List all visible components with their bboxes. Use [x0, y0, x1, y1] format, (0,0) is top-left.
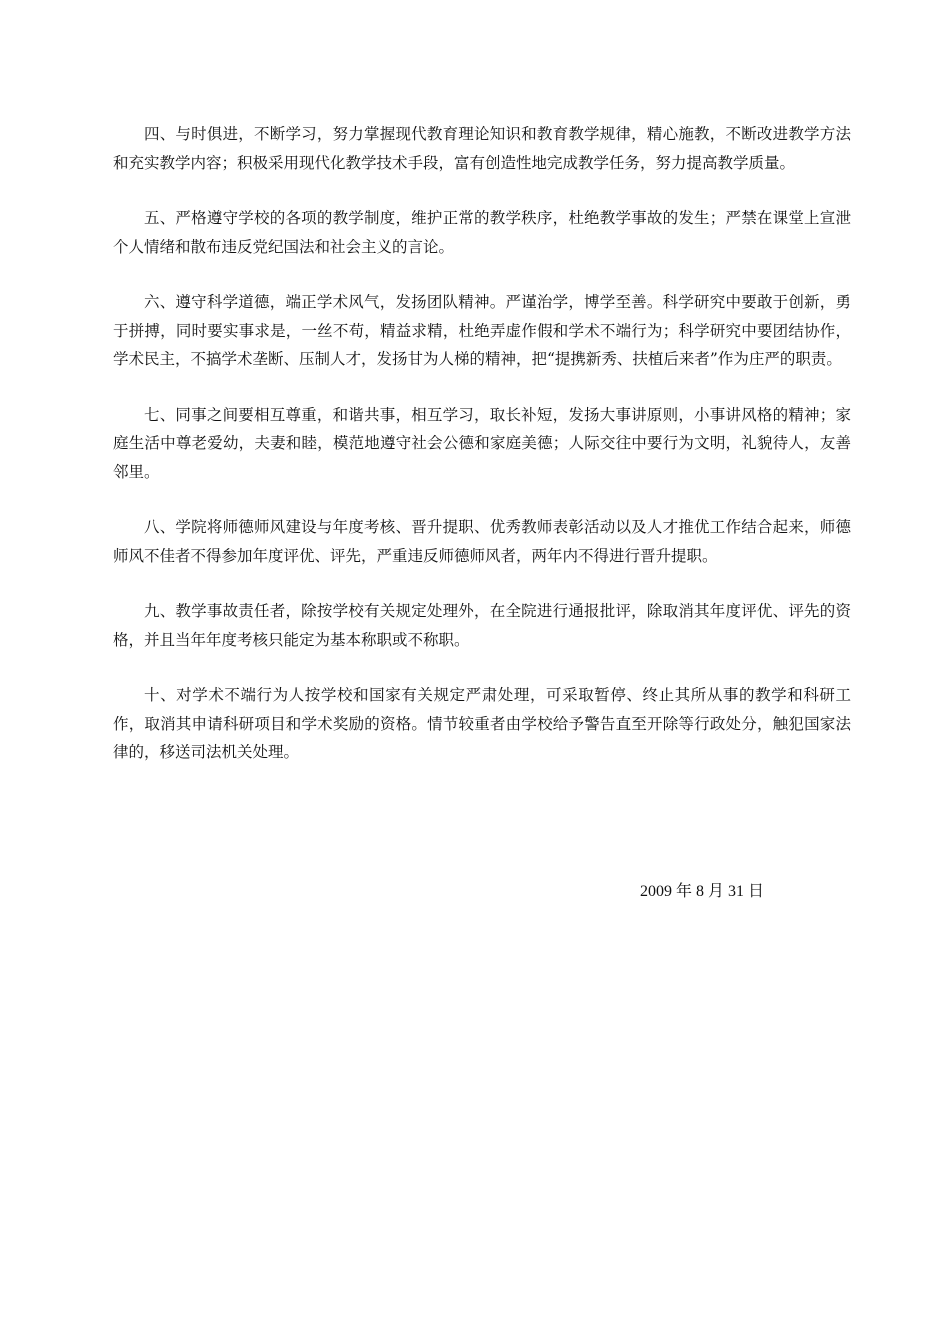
article-5-paragraph: 五、严格遵守学校的各项的教学制度，维护正常的教学秩序，杜绝教学事故的发生；严禁在课堂上宣泄个人情绪和散布违反党纪国法和社会主义的言论。 — [113, 209, 851, 256]
article-9-paragraph: 九、教学事故责任者，除按学校有关规定处理外，在全院进行通报批评，除取消其年度评优、评先的资格，并且当年年度考核只能定为基本称职或不称职。 — [113, 602, 851, 649]
document-date: 2009 年 8 月 31 日 — [640, 883, 765, 900]
article-8-paragraph: 八、学院将师德师风建设与年度考核、晋升提职、优秀教师表彰活动以及人才推优工作结合起来，师德师风不佳者不得参加年度评优、评先，严重违反师德师风者，两年内不得进行晋升提职。 — [113, 518, 851, 565]
article-6-paragraph: 六、遵守科学道德，端正学术风气，发扬团队精神。严谨治学，博学至善。科学研究中要敢于创新，勇于拼搏，同时要实事求是，一丝不苟，精益求精，杜绝弄虚作假和学术不端行为；科学研究中要团结协作，学术民主，不搞学术垄断、压制人才，发扬甘为人梯的精神，把“提携新秀、扶植后来者”作为庄严的职责。 — [113, 293, 851, 368]
article-7-paragraph: 七、同事之间要相互尊重，和谐共事，相互学习，取长补短，发扬大事讲原则，小事讲风格的精神；家庭生活中尊老爱幼，夫妻和睦，模范地遵守社会公德和家庭美德；人际交往中要行为文明，礼貌待人，友善邻里。 — [113, 405, 851, 481]
document-body — [113, 120, 851, 794]
article-4-paragraph: 四、与时俱进，不断学习，努力掌握现代教育理论知识和教育教学规律，精心施教，不断改进教学方法和充实教学内容；积极采用现代化教学技术手段，富有创造性地完成教学任务，努力提高教学质量。 — [113, 125, 851, 172]
article-10-paragraph: 十、对学术不端行为人按学校和国家有关规定严肃处理，可采取暂停、终止其所从事的教学和科研工作，取消其申请科研项目和学术奖励的资格。情节较重者由学校给予警告直至开除等行政处分，触犯国家法律的，移送司法机关处理。 — [113, 686, 851, 761]
